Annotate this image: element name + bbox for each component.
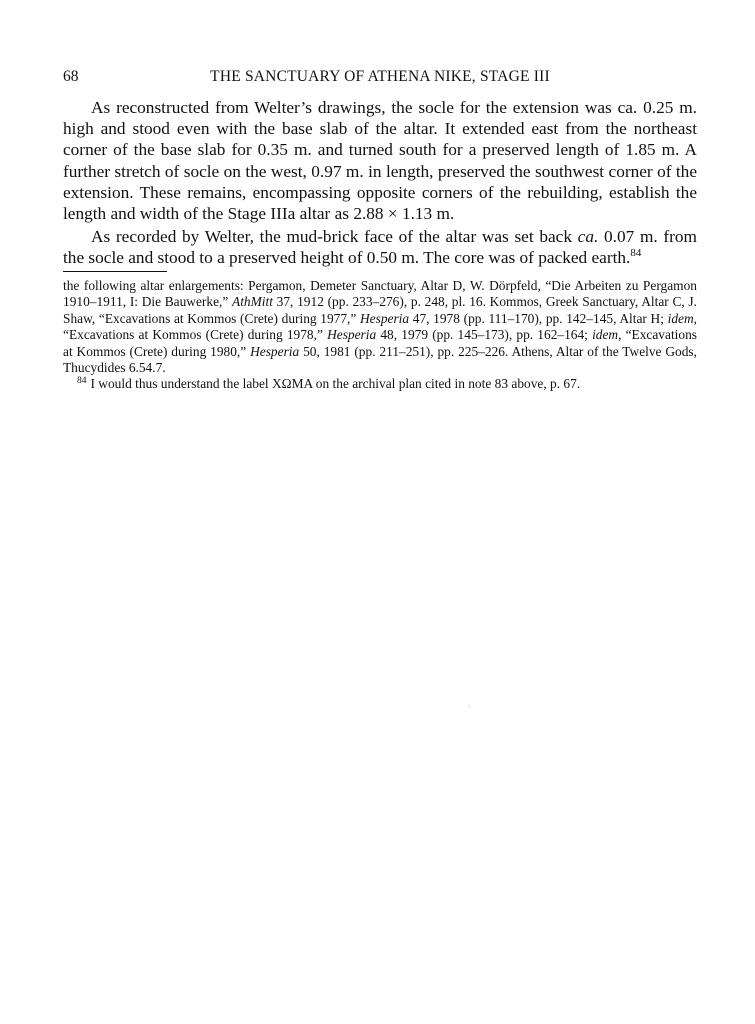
- footnote-ref-84[interactable]: 84: [630, 247, 642, 260]
- footnote-number: 84: [77, 375, 87, 386]
- body-paragraph-2: [63, 226, 697, 268]
- footnote-text: 48, 1979 (pp. 145–173), pp. 162–164;: [376, 327, 593, 343]
- journal-title: Hesperia: [327, 327, 377, 343]
- journal-title: Hesperia: [360, 310, 410, 326]
- footnote-text: the following altar enlargements: Pergamon, Demeter Sanctuary, Altar D, W. Dörpfeld, “Die Arbeiten zu Pergamon 1910–1911, I: Die Bauwerke,”: [63, 278, 697, 310]
- page-number: 68: [63, 68, 79, 85]
- body-paragraph-2-text-a: As recorded by Welter, the mud-brick face of the altar was set back: [91, 227, 578, 247]
- footnote-text: , “Excavations at Kommos (Crete) during 1978,”: [63, 310, 697, 343]
- footnote-text: , “Excavations at Kommos (Crete) during 1980,”: [63, 327, 697, 359]
- footnote-text: 50, 1981 (pp. 211–251), pp. 225–226. Athens, Altar of the Twelve Gods, Thucydides 6.54.7.: [63, 343, 697, 376]
- journal-title: Hesperia: [250, 343, 300, 359]
- body-paragraph-2-text-b: 0.07 m. from the socle and stood to a preserved height of 0.50 m. The core was of packed earth.: [63, 227, 697, 268]
- running-header: [63, 67, 697, 87]
- idem-abbrev: idem: [667, 310, 694, 326]
- scan-speck: [469, 706, 470, 707]
- body-paragraph-1: As reconstructed from Welter’s drawings, the socle for the extension was ca. 0.25 m. high and stood even with the base slab of the altar. It extended east from the northeast corner of the base slab for 0.35 m. and turned south for a preserved length of 1.85 m. A further stretch of socle on the west, 0.97 m. in length, preserved the southwest corner of the extension. These remains, encompassing opposite corners of the rebuilding, establish the length and width of the Stage IIIa altar as 2.88 × 1.13 m.: [63, 98, 697, 224]
- footnote-84-text: I would thus understand the label ΧΩΜΑ on the archival plan cited in note 83 above, p. 67.: [90, 376, 581, 392]
- footnote-text: 47, 1978 (pp. 111–170), pp. 142–145, Altar H;: [409, 310, 668, 326]
- running-title: THE SANCTUARY OF ATHENA NIKE, STAGE III: [210, 68, 550, 85]
- body-text: [63, 97, 697, 269]
- footnote-continuation: [63, 278, 697, 376]
- footnote-84: [63, 376, 697, 392]
- circa-abbrev: ca.: [577, 227, 599, 247]
- footnotes: [63, 278, 697, 393]
- footnote-separator: [63, 271, 167, 272]
- footnote-text: 37, 1912 (pp. 233–276), p. 248, pl. 16. Kommos, Greek Sanctuary, Altar C, J. Shaw, “Excavations at Kommos (Crete) during 1977,”: [63, 294, 697, 326]
- journal-title: AthMitt: [232, 294, 273, 310]
- idem-abbrev: idem: [592, 327, 619, 343]
